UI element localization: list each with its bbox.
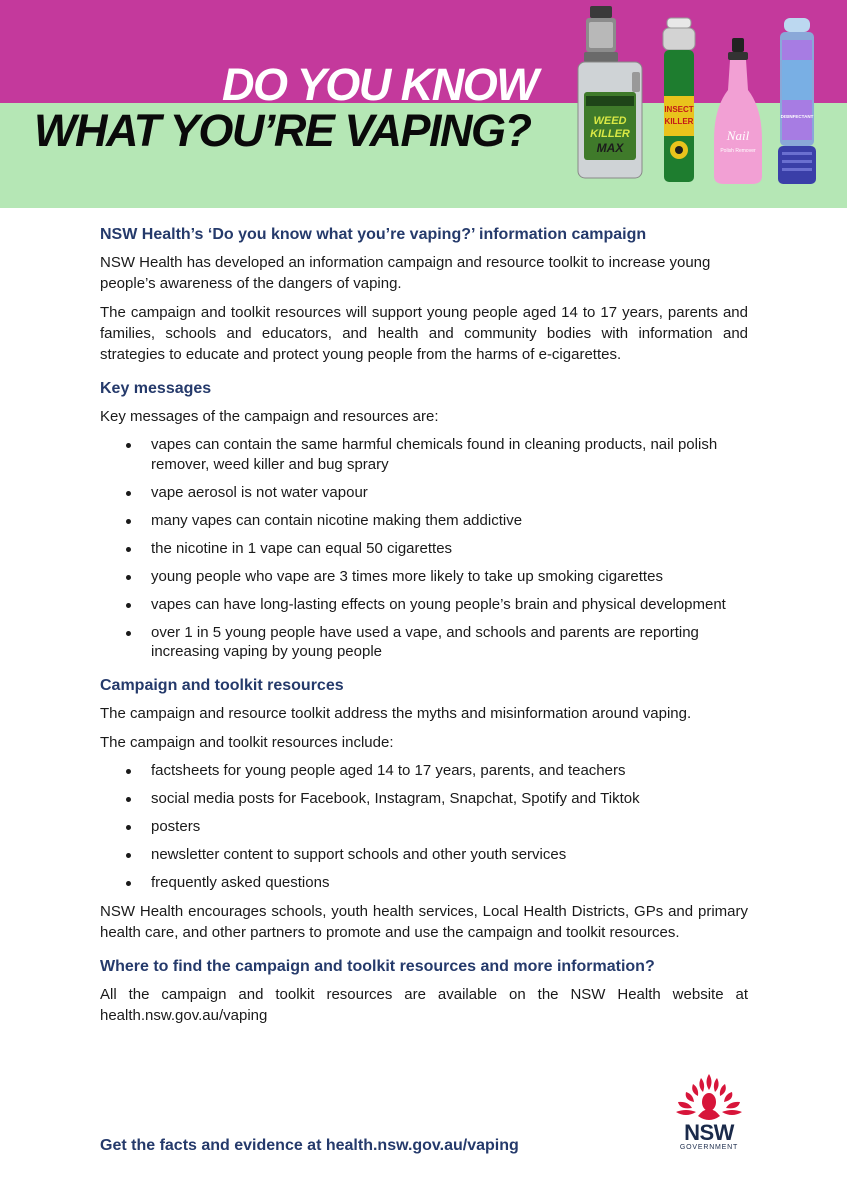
list-item: vapes can contain the same harmful chemicals found in cleaning products, nail polish remover, weed killer and bug sprary (100, 435, 748, 474)
bullet-icon (126, 575, 131, 580)
resources-paragraph-2: The campaign and toolkit resources include: (100, 733, 394, 751)
bullet-icon (126, 443, 131, 448)
banner-headline-line2: WHAT YOU’RE VAPING? (34, 105, 531, 156)
bullet-icon (126, 881, 131, 886)
list-item: frequently asked questions (100, 873, 748, 893)
key-messages-intro: Key messages of the campaign and resources are: (100, 408, 439, 425)
vape-nail-label-1: Nail (726, 128, 750, 143)
list-item: posters (100, 817, 748, 837)
key-messages-heading: Key messages (100, 380, 212, 397)
logo-subtitle: GOVERNMENT (679, 1144, 739, 1151)
resources-list (100, 761, 748, 893)
logo-wordmark: NSW (684, 1120, 734, 1145)
intro-section (100, 224, 748, 365)
vape-insect-killer-icon (663, 18, 695, 182)
vape-weed-killer-icon (578, 6, 642, 178)
key-messages-section (100, 378, 748, 662)
where-heading: Where to find the campaign and toolkit resources and more information? (100, 957, 655, 975)
resources-heading: Campaign and toolkit resources (100, 676, 344, 694)
list-item: factsheets for young people aged 14 to 17 years, parents, and teachers (100, 761, 748, 781)
list-item: many vapes can contain nicotine making them addictive (100, 511, 748, 531)
bullet-icon (126, 491, 131, 496)
list-item: the nicotine in 1 vape can equal 50 cigarettes (100, 539, 748, 559)
intro-heading: NSW Health’s ‘Do you know what you’re vaping?’ information campaign (100, 226, 647, 243)
banner-headline-line1: DO YOU KNOW (222, 59, 538, 110)
bullet-icon (126, 769, 131, 774)
list-item: social media posts for Facebook, Instagram, Snapchat, Spotify and Tiktok (100, 789, 748, 809)
list-item: newsletter content to support schools and other youth services (100, 845, 748, 865)
main-content (100, 224, 748, 1039)
bullet-icon (126, 519, 131, 524)
vape-disinfectant-label: DISINFECTANT (780, 114, 814, 119)
vape-nail-polish-remover-icon (714, 38, 762, 184)
list-item: young people who vape are 3 times more likely to take up smoking cigarettes (100, 567, 748, 587)
where-paragraph: All the campaign and toolkit resources are available on the NSW Health website at health.nsw.gov.au/vaping (100, 985, 748, 1024)
vape-weed-label-3: MAX (596, 141, 624, 155)
vape-disinfectant-icon (778, 18, 816, 184)
intro-paragraph-1: NSW Health has developed an information campaign and resource toolkit to increase young people’s awareness of the dangers of vaping. (100, 254, 711, 292)
list-item: vape aerosol is not water vapour (100, 483, 748, 503)
where-section (100, 956, 748, 1026)
vape-insect-label-1: INSECT (664, 105, 694, 114)
vape-insect-label-2: KILLER (664, 117, 694, 126)
resources-section (100, 675, 748, 943)
nsw-government-logo (668, 1072, 750, 1158)
campaign-banner (0, 0, 847, 208)
vape-nail-label-2: Polish Remover (720, 148, 756, 154)
intro-paragraph-2: The campaign and toolkit resources will support young people aged 14 to 17 years, parents and families, schools and educators, and health and community bodies with information and strategies to educate and protect young people from the harms of e-cigarettes. (100, 304, 748, 363)
bullet-icon (126, 631, 131, 636)
waratah-flower-icon (668, 1072, 750, 1124)
list-item: over 1 in 5 young people have used a vape, and schools and parents are reporting increasing vaping by young people (100, 623, 748, 662)
bullet-icon (126, 603, 131, 608)
vape-weed-label-2: KILLER (590, 128, 630, 140)
footer-cta: Get the facts and evidence at health.nsw.gov.au/vaping (100, 1137, 519, 1154)
key-messages-list (100, 435, 748, 662)
bullet-icon (126, 797, 131, 802)
vape-products-image (572, 0, 847, 208)
list-item: vapes can have long-lasting effects on young people’s brain and physical development (100, 595, 748, 615)
vape-weed-label-1: WEED (593, 115, 627, 127)
resources-paragraph-1: The campaign and resource toolkit address the myths and misinformation around vaping. (100, 704, 692, 722)
resources-paragraph-3: NSW Health encourages schools, youth health services, Local Health Districts, GPs and primary health care, and other partners to promote and use the campaign and toolkit resources. (100, 902, 748, 941)
bullet-icon (126, 825, 131, 830)
bullet-icon (126, 853, 131, 858)
bullet-icon (126, 547, 131, 552)
